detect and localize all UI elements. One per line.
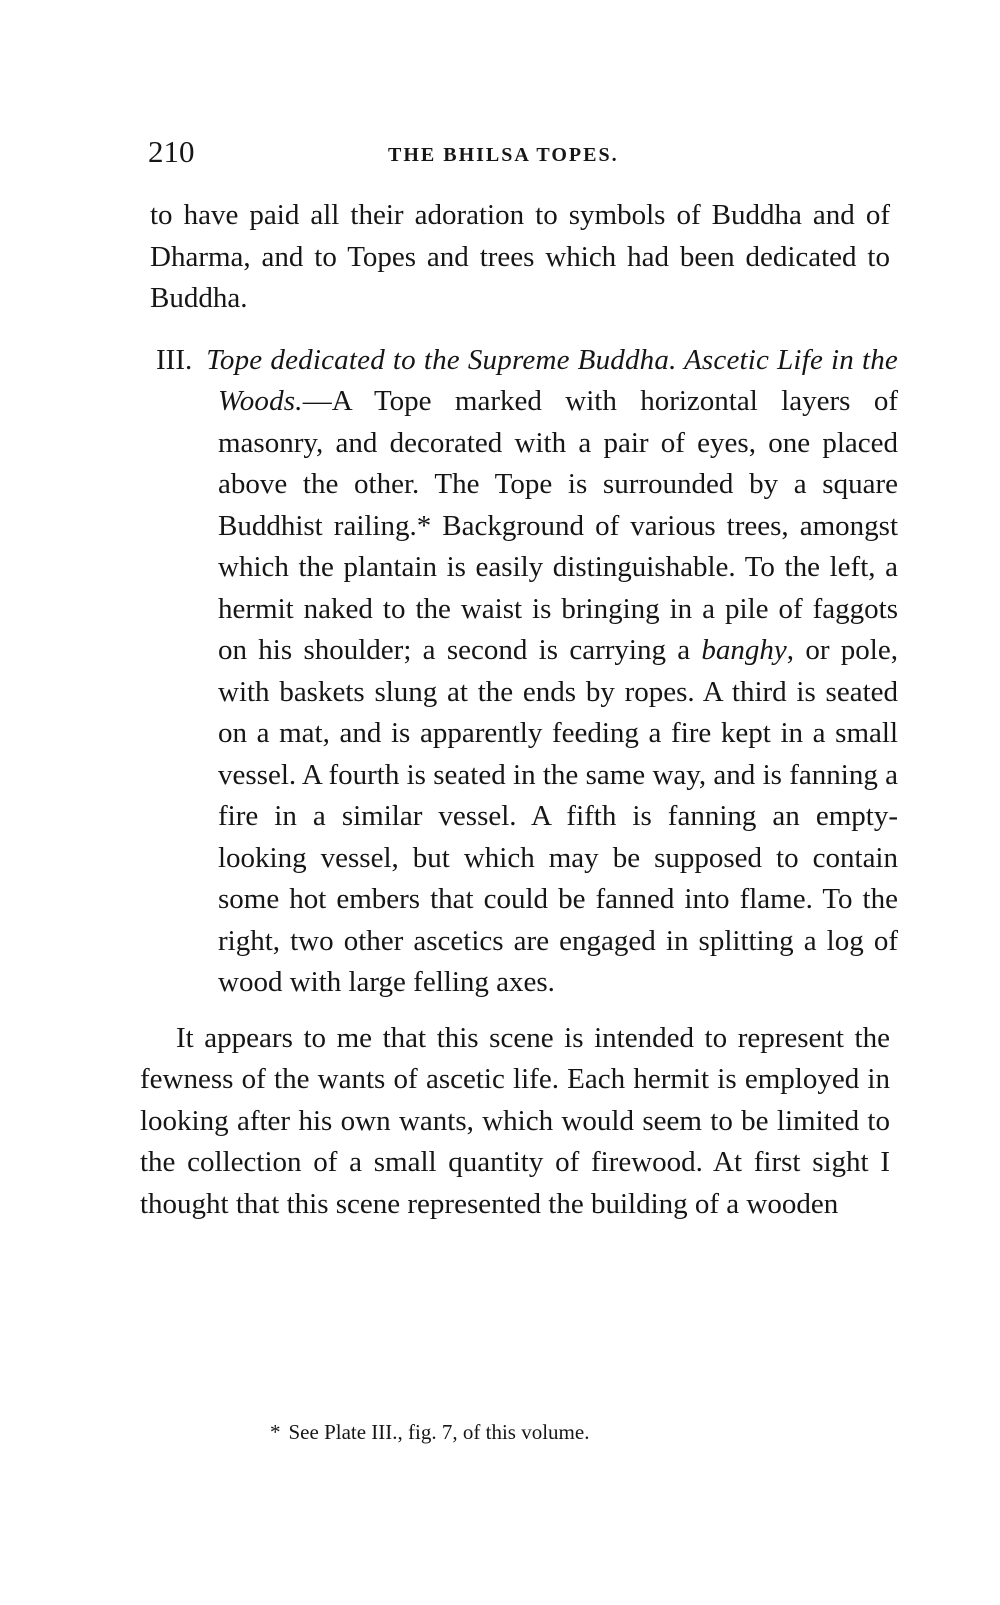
section-text-part-1: —A Tope marked with horizontal layers of masonry, and decorated with a pair of eyes, one placed above the other. The Tope is surrounded by a square Buddhist railing.* Background of various trees, amongst which the plantain is easily distinguishable. To the left, a hermit naked to the waist is bringing in a pile of faggots on his shoulder; a second is carrying a — [218, 385, 898, 666]
footnote-marker: * — [270, 1420, 281, 1444]
section-iii — [148, 340, 898, 1004]
page-number: 210 — [148, 134, 195, 169]
paragraph-carryover: to have paid all their adoration to symbols of Buddha and of Dharma, and to Topes and trees which had been dedicated to Buddha. — [150, 199, 890, 314]
footnote — [270, 1418, 790, 1446]
section-text-part-2: , or pole, with baskets slung at the ends by ropes. A third is seated on a mat, and is apparently feeding a fire kept in a small vessel. A fourth is seated in the same way, and is fanning a fire in a similar vessel. A fifth is fanning an empty-looking vessel, but which may be supposed to contain some hot embers that could be fanned into flame. To the right, two other ascetics are engaged in splitting a log of wood with large felling axes. — [218, 634, 898, 998]
running-title: THE BHILSA TOPES. — [388, 144, 619, 166]
running-head — [148, 134, 888, 174]
section-numeral: III. — [156, 343, 193, 376]
paragraph-final: It appears to me that this scene is intended to represent the fewness of the wants of ascetic life. Each hermit is employed in looking after his own wants, which would seem to be limited to the collection of a small quantity of firewood. At first sight I thought that this scene represented the building of a wooden — [140, 1021, 890, 1220]
section-italic-term: banghy — [701, 634, 787, 666]
section-heading: Tope dedicated to the Supreme Buddha. Ascetic Life in the Woods. — [206, 343, 898, 417]
footnote-text: See Plate III., fig. 7, of this volume. — [288, 1420, 590, 1444]
main-text — [140, 195, 898, 1225]
